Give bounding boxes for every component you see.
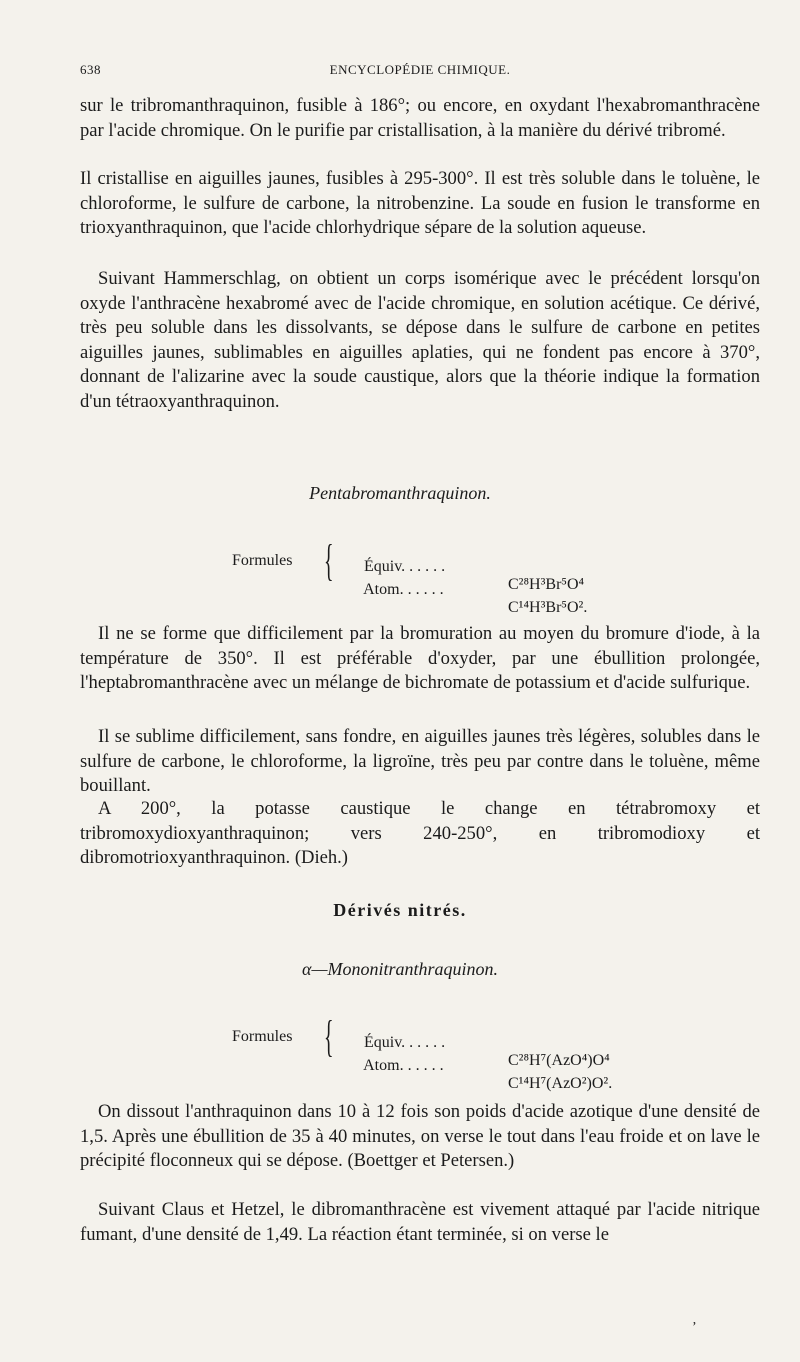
page-number: 638 — [80, 62, 101, 77]
equiv-label: Équiv. . . . . . — [364, 558, 446, 575]
atom-value: C¹⁴H⁷(AzO²)O². — [508, 1075, 613, 1092]
paragraph-8: Suivant Claus et Hetzel, le dibromanthracène est vivement attaqué par l'acide nitrique fumant, d'une densité de 1,49. La réaction étant terminée, si on verse le — [80, 1199, 760, 1245]
running-header — [80, 62, 760, 82]
heading-mononitranthraquinon: α—Mononitranthraquinon. — [302, 959, 498, 979]
formula-block-2 — [232, 1012, 613, 1092]
paragraph-4: Il ne se forme que difficilement par la bromuration au moyen du bromure d'iode, à la température de 350°. Il est préférable d'oxyder, par une ébullition prolongée, l'heptabromanthracène avec un mélange de bichromate de potassium et d'acide sulfurique. — [80, 623, 760, 694]
paragraph-7: On dissout l'anthraquinon dans 10 à 12 fois son poids d'acide azotique d'une densité de 1,5. Après une ébullition de 35 à 40 minutes, on verse le tout dans l'eau froide et on lave le précipité floconneux qui se dépose. (Boettger et Petersen.) — [80, 1101, 760, 1172]
paragraph-1: sur le tribromanthraquinon, fusible à 186°; ou encore, en oxydant l'hexabromanthracène par l'acide chromique. On le purifie par cristallisation, à la manière du dérivé tribromé. — [80, 95, 760, 141]
atom-value: C¹⁴H³Br⁵O². — [508, 599, 588, 616]
paragraph-2: Il cristallise en aiguilles jaunes, fusibles à 295-300°. Il est très soluble dans le toluène, le chloroforme, le sulfure de carbone, la nitrobenzine. La soude en fusion le transforme en trioxyanthraquinon, que l'acide chlorhydrique sépare de la solution aqueuse. — [80, 168, 760, 239]
catchword-mark: ʼ — [692, 1320, 697, 1335]
atom-label: Atom. . . . . . — [363, 1057, 444, 1074]
paragraph-3: Suivant Hammerschlag, on obtient un corps isomérique avec le précédent lorsqu'on oxyde l'anthracène hexabromé avec de l'acide chromique, en solution acétique. Ce dérivé, très peu soluble dans les dissolvants, se dépose dans le sulfure de carbone en petites aiguilles jaunes, sublimables en aiguilles aplaties, qui ne fondent pas encore à 370°, donnant de l'alizarine avec la soude caustique, alors que la théorie indique la formation d'un tétraoxyanthraquinon. — [80, 268, 760, 412]
equiv-value: C²⁸H³Br⁵O⁴ — [508, 576, 585, 593]
equiv-label: Équiv. . . . . . — [364, 1034, 446, 1051]
atom-label: Atom. . . . . . — [363, 581, 444, 598]
paragraph-6: A 200°, la potasse caustique le change en tétrabromoxy et tribromoxydioxyanthraquinon; vers 240-250°, en tribromodioxy et dibromotrioxyanthraquinon. (Dieh.) — [80, 798, 760, 869]
heading-pentabromanthraquinon: Pentabromanthraquinon. — [309, 483, 491, 503]
formula-label: Formules — [232, 1028, 293, 1045]
paragraph-5: Il se sublime difficilement, sans fondre, en aiguilles jaunes très légères, solubles dans le sulfure de carbone, le chloroforme, la ligroïne, très peu par contre dans le toluène, même bouillant. — [80, 726, 760, 797]
formula-label: Formules — [232, 552, 293, 569]
brace-glyph: { — [324, 1012, 334, 1061]
running-title: ENCYCLOPÉDIE CHIMIQUE. — [329, 62, 511, 77]
formula-block-1 — [232, 536, 592, 616]
section-title-derives-nitres: Dérivés nitrés. — [333, 900, 467, 920]
brace-glyph: { — [324, 536, 334, 585]
equiv-value: C²⁸H⁷(AzO⁴)O⁴ — [508, 1052, 610, 1069]
